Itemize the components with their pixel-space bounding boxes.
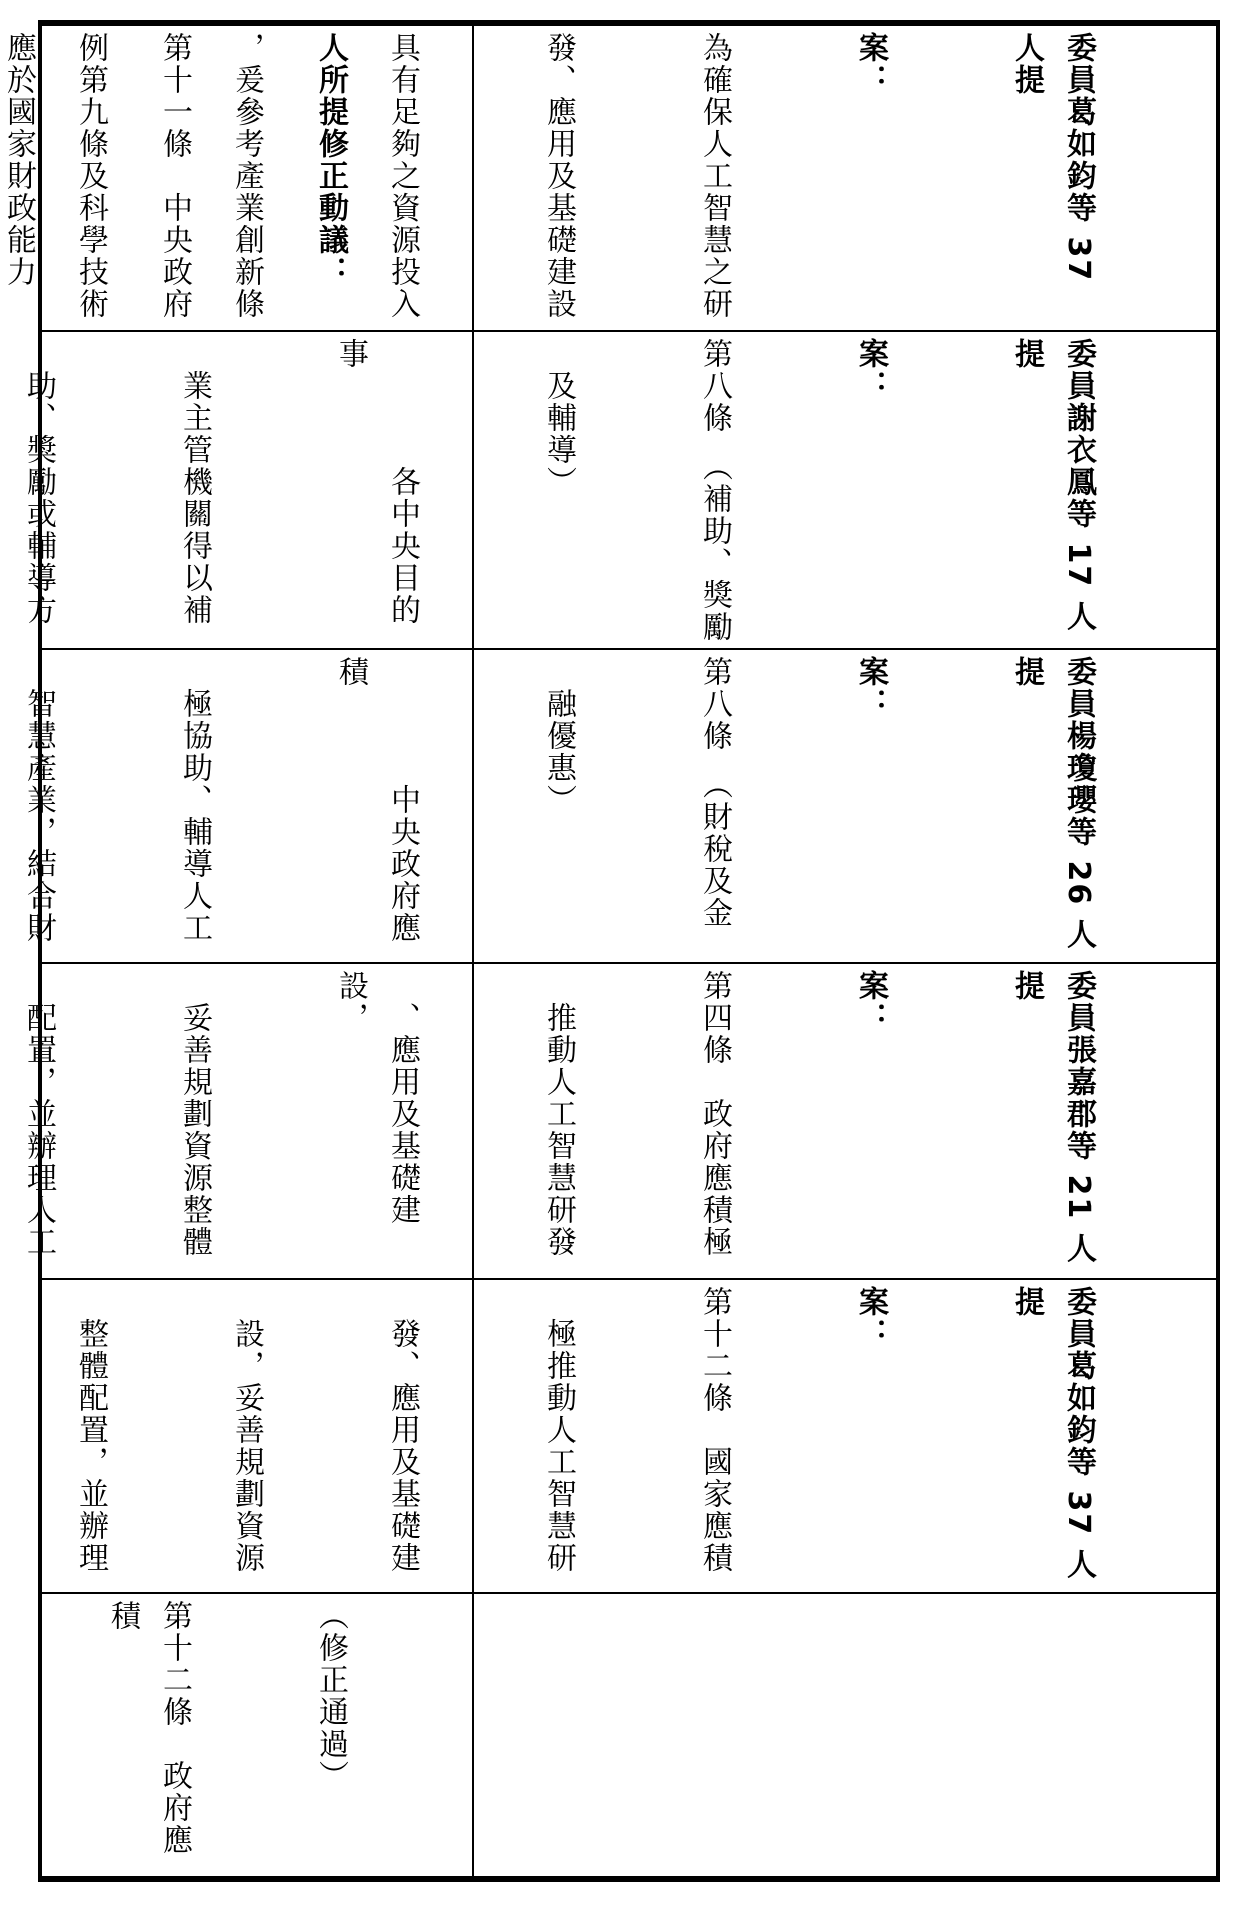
proposer-label: 案： (853, 970, 888, 1034)
proposer-label: 委員葛如鈞等 37 人提 (1009, 1286, 1096, 1581)
proposal-line: 配置，並辦理人工 (21, 970, 56, 1258)
proposal-cell-4 (21, 970, 1208, 1274)
adopted-status: （修正通過） (313, 1600, 348, 1792)
proposal-line: 第八條 （財稅及金 (697, 656, 732, 929)
proposal-line: 極推動人工智慧研 (541, 1286, 576, 1574)
proposer-label: 案： (853, 32, 888, 96)
proposal-line: 妥善規劃資源整體 (177, 970, 212, 1258)
proposer-label: 委員張嘉郡等 21 人提 (1009, 970, 1096, 1265)
proposal-line: 業主管機關得以補 (177, 338, 212, 626)
motion-line: 第十一條 中央政府 (157, 32, 192, 320)
proposal-line: 融優惠） (541, 656, 576, 816)
proposal-line: ，爰參考產業創新條 (229, 32, 264, 320)
proposal-line: 第十二條 國家應積 (697, 1286, 732, 1574)
row-divider-4 (38, 1278, 1220, 1280)
row-divider-2 (38, 648, 1220, 650)
proposal-line: 例第九條及科學技術 (73, 32, 108, 320)
table-top-border (38, 20, 1220, 26)
proposal-line: 為確保人工智慧之研 (697, 32, 732, 320)
proposal-line: 、應用及基礎建設， (333, 970, 420, 1226)
adopted-text-cell (50, 1600, 460, 1872)
proposal-line: 整體配置，並辦理 (73, 1286, 108, 1574)
proposal-cell-5 (73, 1286, 1208, 1588)
proposer-label: 案： (853, 1286, 888, 1350)
motion-heading: 人所提修正動議： (313, 32, 348, 288)
proposal-line: 推動人工智慧研發 (541, 970, 576, 1258)
proposal-line: 第四條 政府應積極 (697, 970, 732, 1258)
row-divider-1 (38, 330, 1220, 332)
proposer-label: 委員謝衣鳳等 17 人提 (1009, 338, 1096, 633)
adopted-line: 第十二條 政府應積 (105, 1600, 192, 1856)
proposer-label: 委員葛如鈞等 37 人提 (1009, 32, 1096, 295)
proposal-line: 智慧產業，結合財 (21, 656, 56, 944)
proposer-label: 委員楊瓊瓔等 26 人提 (1009, 656, 1096, 951)
row-divider-3 (38, 962, 1220, 964)
proposal-line: 各中央目的事 (333, 338, 420, 626)
row-divider-5 (38, 1592, 1220, 1594)
table-right-border (1216, 20, 1220, 1882)
proposal-line: 發、應用及基礎建設 (541, 32, 576, 320)
proposer-label: 案： (853, 338, 888, 402)
proposal-line: 助、獎勵或輔導方 (21, 338, 56, 626)
proposer-label: 案： (853, 656, 888, 720)
proposal-line: 具有足夠之資源投入 (385, 32, 420, 320)
proposal-line: 設，妥善規劃資源 (229, 1286, 264, 1574)
motion-line: 應於國家財政能力 (1, 32, 36, 288)
proposal-line: 及輔導） (541, 338, 576, 498)
proposal-line: 中央政府應積 (333, 656, 420, 944)
proposal-line: 發、應用及基礎建 (385, 1286, 420, 1574)
table-bottom-border (38, 1876, 1220, 1882)
proposal-line: 第八條 （補助、獎勵 (697, 338, 732, 643)
proposal-line: 極協助、輔導人工 (177, 656, 212, 944)
proposal-cell-3 (21, 656, 1208, 958)
proposal-cell-2 (21, 338, 1208, 644)
